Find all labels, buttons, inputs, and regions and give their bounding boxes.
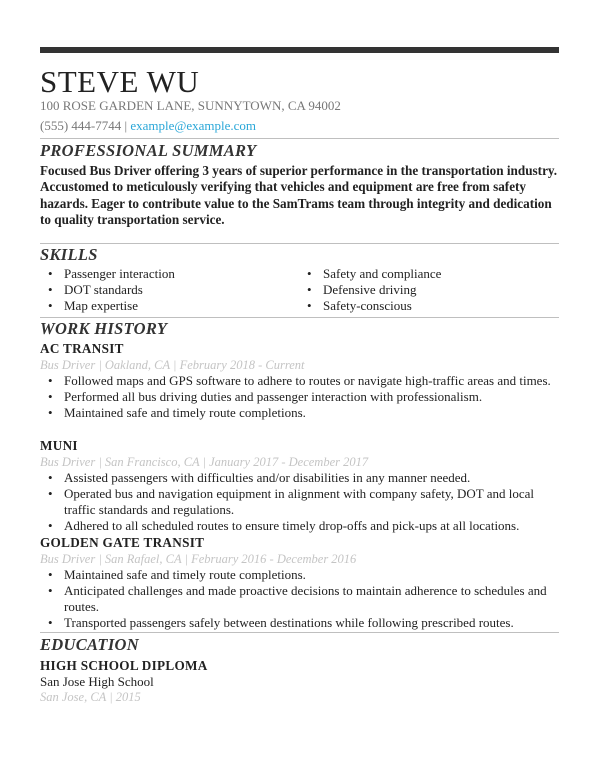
job-bullet: • Followed maps and GPS software to adhere to routes or navigate high-traffic areas and times. xyxy=(40,373,559,389)
degree: HIGH SCHOOL DIPLOMA xyxy=(40,658,208,673)
job-company: AC TRANSIT xyxy=(40,341,124,356)
job-meta: Bus Driver | San Francisco, CA | January 2017 - December 2017 xyxy=(40,455,369,469)
skill-item: • Passenger interaction xyxy=(40,266,175,282)
phone: (555) 444-7744 xyxy=(40,118,122,133)
summary-text: Focused Bus Driver offering 3 years of superior performance in the transportation industry. Accustomed to meticulously verifying that vehicles and equipment are free from safety hazards. Eager to contribute value to the SamTrams team through integrity and dedication to quality transportation service. xyxy=(40,163,558,227)
job-bullet: • Transported passengers safely between destinations while following prescribed routes. xyxy=(40,615,559,631)
divider xyxy=(40,632,559,633)
job-bullet: • Maintained safe and timely route completions. xyxy=(40,567,559,583)
skill-item: • Map expertise xyxy=(40,298,175,314)
job-bullet: • Maintained safe and timely route completions. xyxy=(40,405,559,421)
contact-line xyxy=(40,118,256,134)
address: 100 ROSE GARDEN LANE, SUNNYTOWN, CA 94002 xyxy=(40,98,341,113)
skill-item: • Defensive driving xyxy=(299,282,441,298)
job-bullet: • Anticipated challenges and made proactive decisions to maintain adherence to schedules and routes. xyxy=(40,583,559,615)
contact-separator: | xyxy=(121,118,131,133)
skill-item: • Safety-conscious xyxy=(299,298,441,314)
job-company: MUNI xyxy=(40,438,78,453)
job-company: GOLDEN GATE TRANSIT xyxy=(40,535,205,550)
job-bullet: • Performed all bus driving duties and passenger interaction with professionalism. xyxy=(40,389,559,405)
divider xyxy=(40,243,559,244)
job-bullets xyxy=(40,470,559,534)
section-title-work: WORK HISTORY xyxy=(40,319,168,338)
candidate-name: STEVE WU xyxy=(40,64,200,99)
divider xyxy=(40,138,559,139)
skill-item: • DOT standards xyxy=(40,282,175,298)
job-bullet: • Operated bus and navigation equipment in alignment with company safety, DOT and local traffic standards and regulations. xyxy=(40,486,559,518)
divider xyxy=(40,317,559,318)
skills-list-right xyxy=(299,266,441,314)
section-title-summary: PROFESSIONAL SUMMARY xyxy=(40,141,257,160)
job-meta: Bus Driver | Oakland, CA | February 2018 - Current xyxy=(40,358,305,372)
job-bullet: • Assisted passengers with difficulties and/or disabilities in any manner needed. xyxy=(40,470,559,486)
top-rule xyxy=(40,47,559,53)
section-title-skills: SKILLS xyxy=(40,245,98,264)
job-meta: Bus Driver | San Rafael, CA | February 2016 - December 2016 xyxy=(40,552,357,566)
skill-item: • Safety and compliance xyxy=(299,266,441,282)
job-bullets xyxy=(40,567,559,631)
job-bullet: • Adhered to all scheduled routes to ensure timely drop-offs and pick-ups at all locations. xyxy=(40,518,559,534)
school-location: San Jose, CA | 2015 xyxy=(40,690,141,704)
job-bullets xyxy=(40,373,559,421)
email-link[interactable]: example@example.com xyxy=(130,118,257,133)
skills-list-left xyxy=(40,266,175,314)
section-title-education: EDUCATION xyxy=(40,635,139,654)
school-name: San Jose High School xyxy=(40,674,154,689)
